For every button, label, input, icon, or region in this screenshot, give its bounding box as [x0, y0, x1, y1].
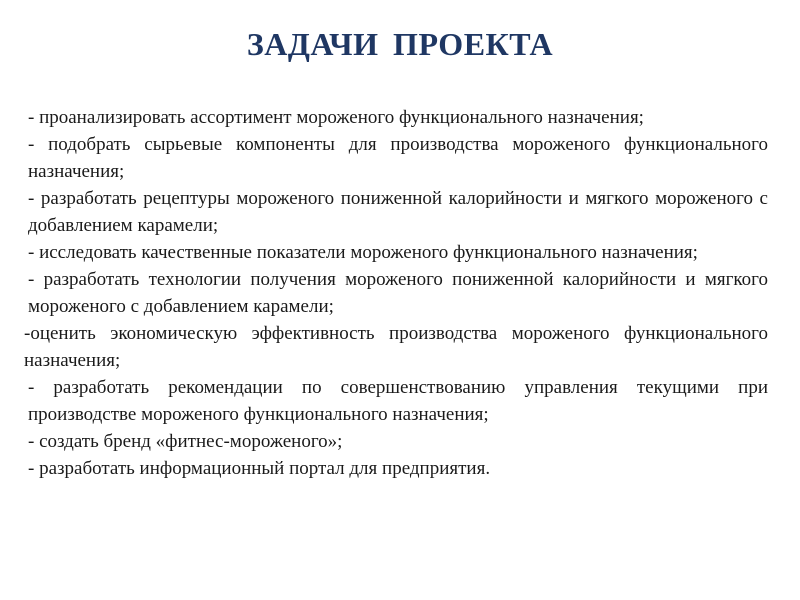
task-item-1: - проанализировать ассортимент мороженого функционального назначения; [28, 107, 644, 128]
task-item-6: -оценить экономическую эффективность производства мороженого функционального назначения; [24, 323, 768, 371]
slide-title: ЗАДАЧИ ПРОЕКТА [246, 26, 554, 62]
task-item-3: - разработать рецептуры мороженого пониженной калорийности и мягкого мороженого с добавлением карамели; [28, 188, 768, 236]
task-item-7: - разработать рекомендации по совершенствованию управления текущими при производстве мороженого функционального назначения; [28, 377, 768, 425]
task-list [24, 104, 768, 482]
task-item-4: - исследовать качественные показатели мороженого функционального назначения; [28, 242, 698, 263]
task-item-5: - разработать технологии получения мороженого пониженной калорийности и мягкого мороженого с добавлением карамели; [28, 269, 768, 317]
task-item-2: - подобрать сырьевые компоненты для производства мороженого функционального назначения; [28, 134, 768, 182]
task-item-9: - разработать информационный портал для предприятия. [28, 458, 491, 479]
task-item-8: - создать бренд «фитнес-мороженого»; [28, 431, 343, 452]
